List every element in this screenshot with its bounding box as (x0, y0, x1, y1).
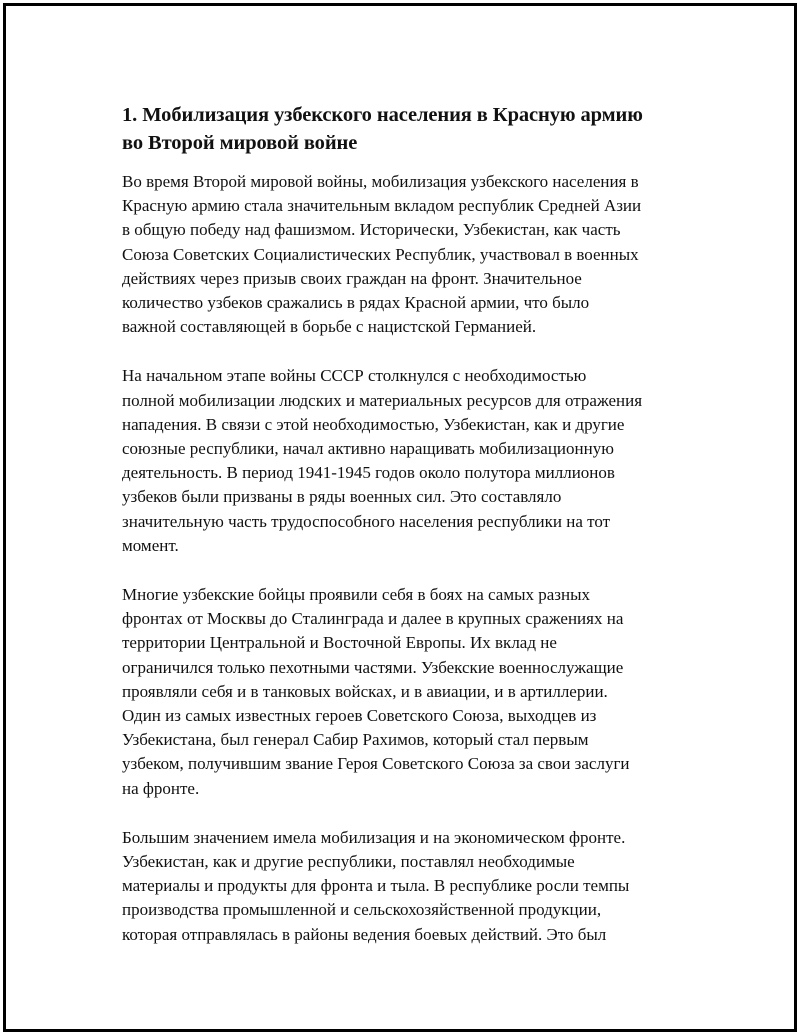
text-line: важной составляющей в борьбе с нацистской Германией. (122, 317, 537, 337)
document-body (122, 101, 702, 972)
text-line: фронтах от Москвы до Сталинграда и далее в крупных сражениях на (122, 609, 624, 629)
text-line: производства промышленной и сельскохозяйственной продукции, (122, 900, 602, 920)
text-line: которая отправлялась в районы ведения боевых действий. Это был (122, 924, 607, 944)
title-line: 1. Мобилизация узбекского населения в Красную армию (122, 104, 643, 126)
text-line: узбеков были призваны в ряды военных сил. Это составляло (122, 487, 562, 507)
title-line: во Второй мировой войне (122, 132, 358, 154)
text-line: союзные республики, начал активно наращивать мобилизационную (122, 439, 614, 459)
text-line: Большим значением имела мобилизация и на экономическом фронте. (122, 827, 626, 847)
text-line: количество узбеков сражались в рядах Красной армии, что было (122, 293, 590, 313)
text-line: Многие узбекские бойцы проявили себя в боях на самых разных (122, 585, 591, 605)
text-line: в общую победу над фашизмом. Исторически, Узбекистан, как часть (122, 220, 621, 240)
text-line: Во время Второй мировой войны, мобилизация узбекского населения в (122, 172, 639, 191)
text-line: значительную часть трудоспособного населения республики на тот (122, 511, 611, 531)
text-line: Узбекистан, как и другие республики, поставлял необходимые (122, 852, 575, 872)
text-line: Узбекистана, был генерал Сабир Рахимов, который стал первым (122, 730, 589, 750)
paragraph-4 (122, 826, 702, 947)
text-line: на фронте. (122, 778, 200, 798)
text-line: проявляли себя и в танковых войсках, и в авиации, и в артиллерии. (122, 681, 608, 701)
paragraph-1 (122, 170, 702, 339)
document-title (122, 101, 702, 157)
paragraph-2 (122, 364, 702, 558)
text-line: полной мобилизации людских и материальных ресурсов для отражения (122, 390, 643, 410)
text-line: Красную армию стала значительным вкладом республик Средней Азии (122, 196, 642, 216)
text-line: На начальном этапе войны СССР столкнулся с необходимостью (122, 366, 587, 386)
page-frame (3, 3, 797, 1032)
text-line: Один из самых известных героев Советского Союза, выходцев из (122, 706, 597, 726)
text-line: ограничился только пехотными частями. Узбекские военнослужащие (122, 657, 624, 677)
text-line: нападения. В связи с этой необходимостью, Узбекистан, как и другие (122, 414, 625, 434)
paragraph-3 (122, 583, 702, 801)
text-line: материалы и продукты для фронта и тыла. В республике росли темпы (122, 876, 630, 896)
text-line: деятельность. В период 1941-1945 годов около полутора миллионов (122, 463, 615, 483)
text-line: действиях через призыв своих граждан на фронт. Значительное (122, 268, 582, 288)
text-line: момент. (122, 535, 179, 555)
text-line: Союза Советских Социалистических Республик, участвовал в военных (122, 244, 639, 264)
text-line: территории Центральной и Восточной Европы. Их вклад не (122, 633, 557, 653)
text-line: узбеком, получившим звание Героя Советского Союза за свои заслуги (122, 754, 630, 774)
